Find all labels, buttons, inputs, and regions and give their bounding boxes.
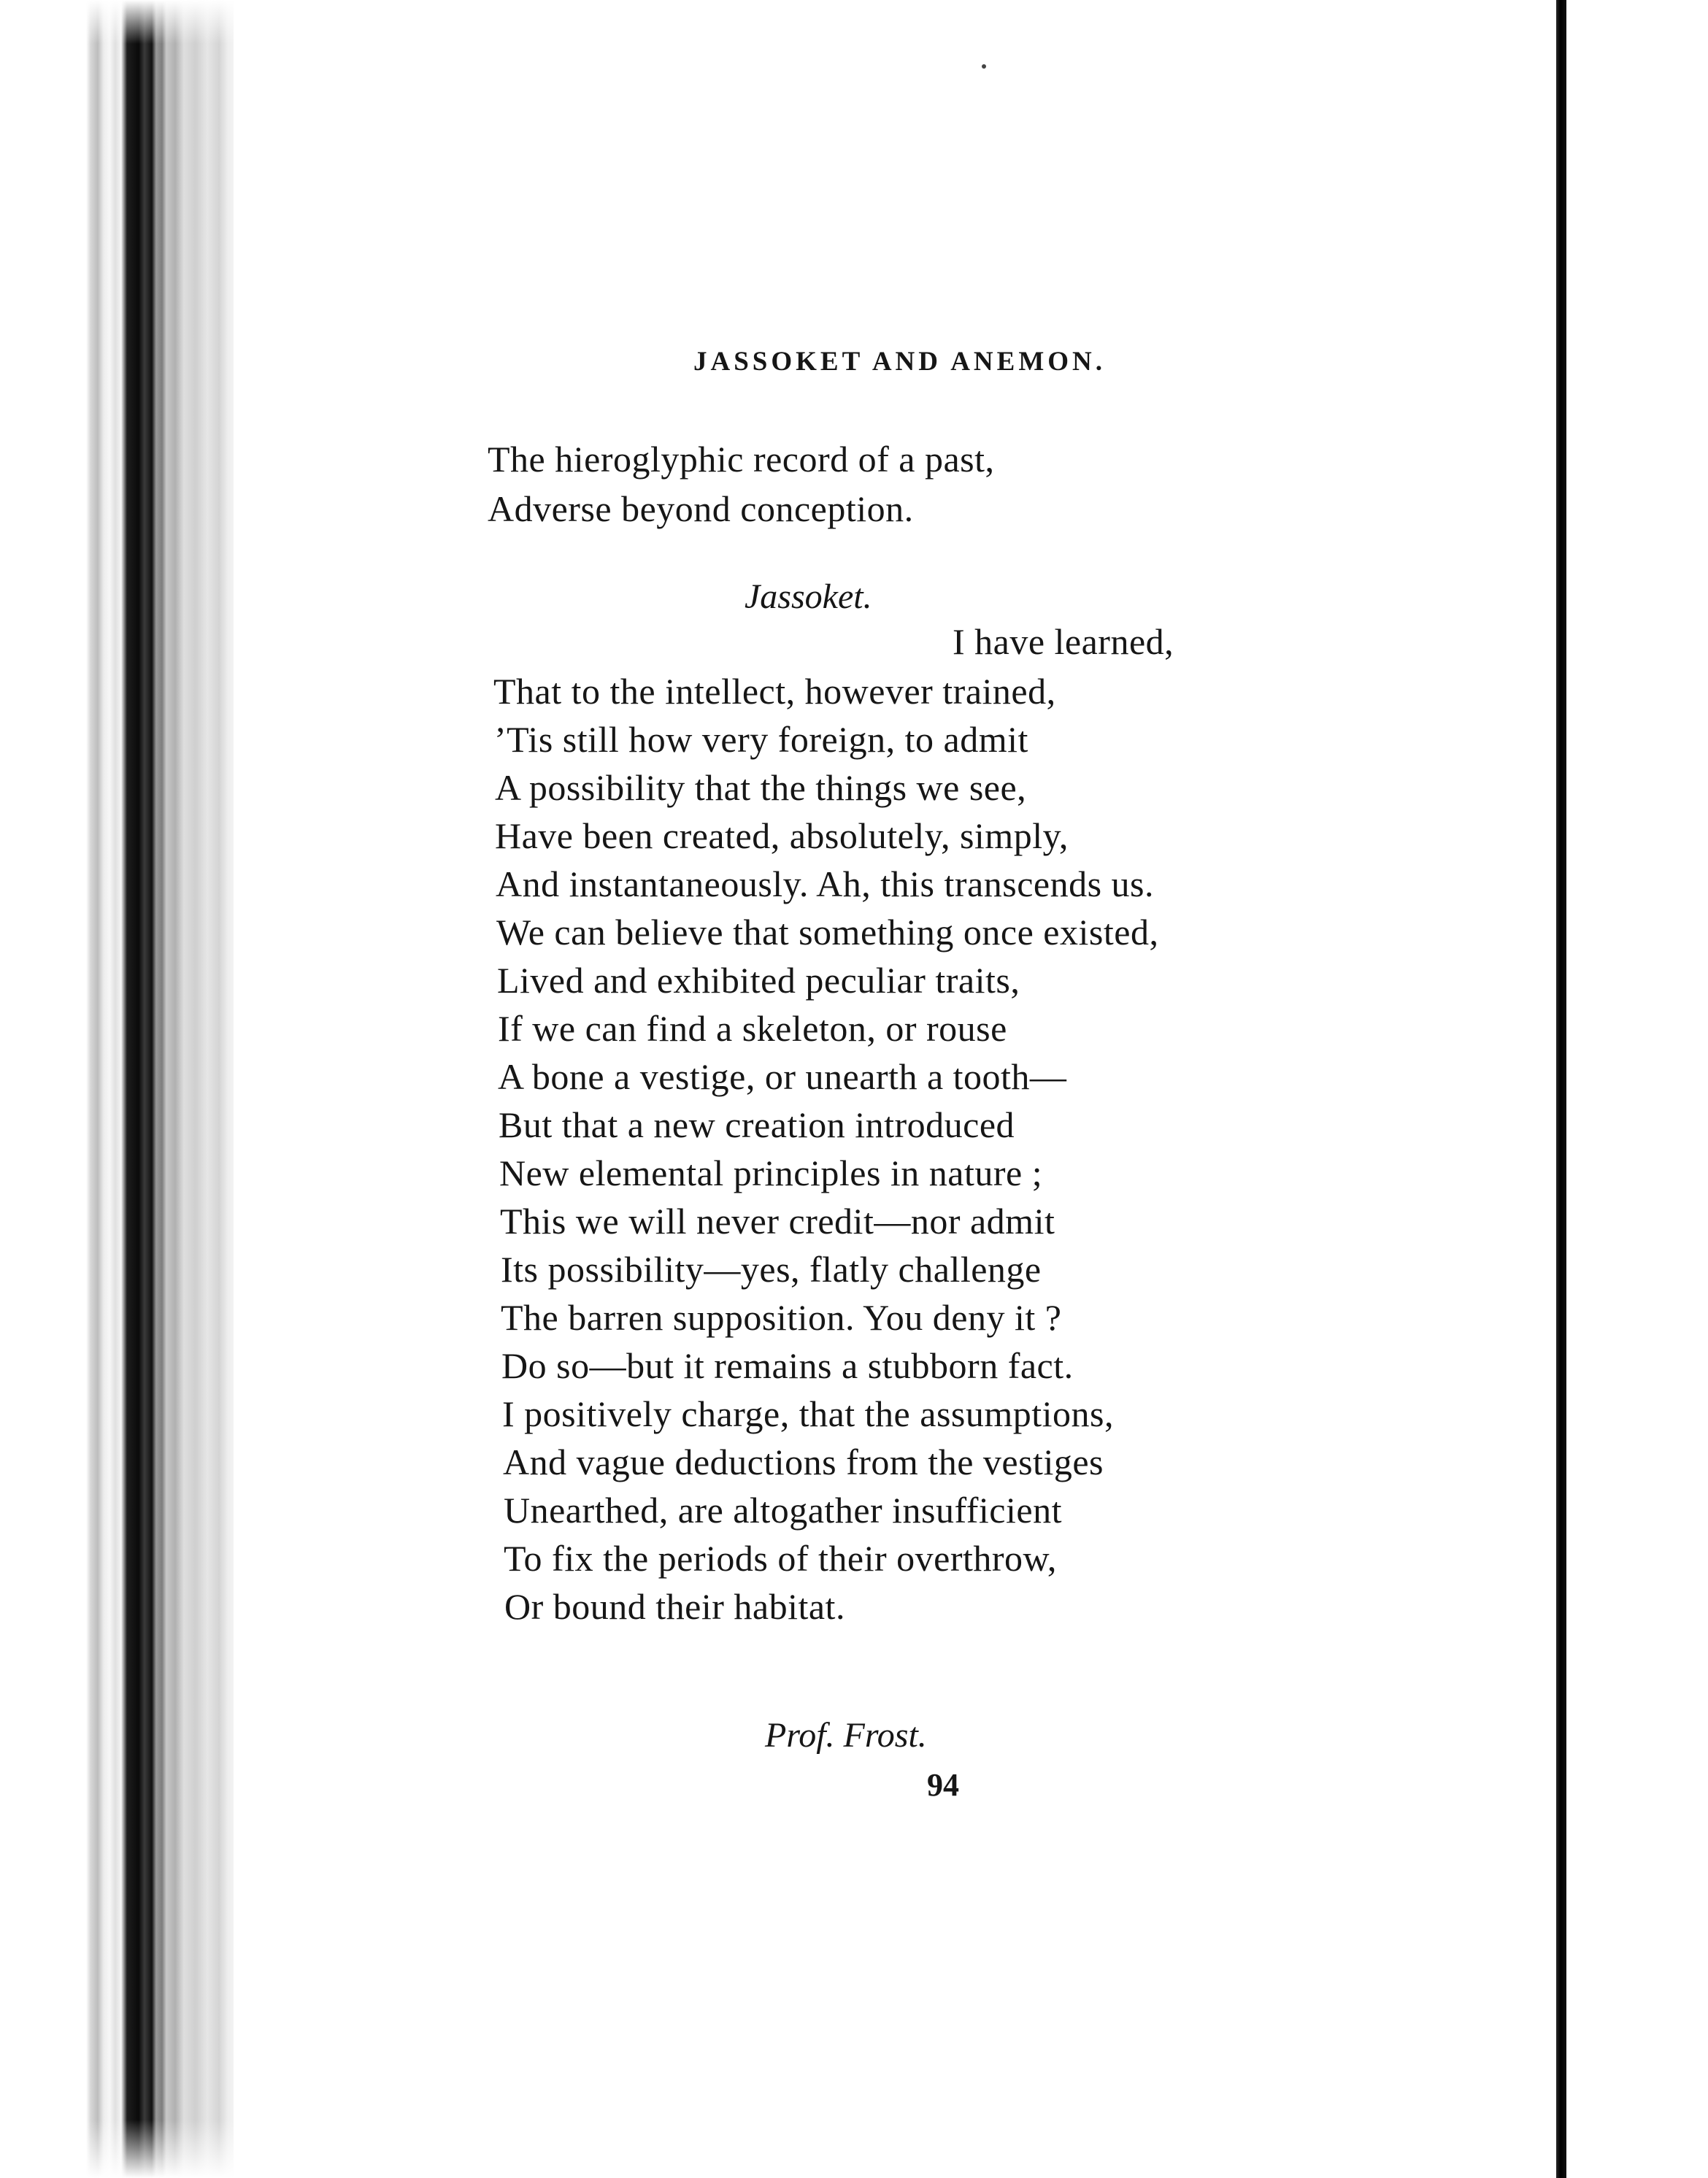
verse-line: Do so—but it remains a stubborn fact.	[501, 1345, 1074, 1386]
verse-line: Or bound their habitat.	[504, 1586, 845, 1627]
verse-line: The hieroglyphic record of a past,	[488, 439, 995, 480]
verse-line: To fix the periods of their overthrow,	[504, 1538, 1057, 1579]
verse-line: New elemental principles in nature ;	[499, 1153, 1043, 1193]
signature: Prof. Frost.	[765, 1716, 927, 1755]
verse-line: Adverse beyond conception.	[488, 488, 914, 529]
verse-line: Unearthed, are altogather insufficient	[504, 1490, 1062, 1531]
verse-line: A possibility that the things we see,	[495, 767, 1027, 808]
verse-line: ’Tis still how very foreign, to admit	[494, 719, 1028, 760]
verse-line: Lived and exhibited peculiar traits,	[497, 960, 1020, 1001]
verse-line: A bone a vestige, or unearth a tooth—	[498, 1056, 1067, 1097]
verse-line: Have been created, absolutely, simply,	[495, 815, 1069, 856]
spine-top-fade	[0, 0, 234, 44]
book-spine-edge	[0, 0, 234, 2178]
verse-line: If we can find a skeleton, or rouse	[498, 1008, 1007, 1049]
verse-line: This we will never credit—nor admit	[500, 1201, 1055, 1242]
verse-line: That to the intellect, however trained,	[493, 671, 1056, 712]
right-margin	[1566, 0, 1708, 2178]
verse-line: Its possibility—yes, flatly challenge	[501, 1249, 1042, 1290]
verse-line: The barren supposition. You deny it ?	[501, 1297, 1062, 1338]
verse-line: We can believe that something once existed,	[496, 912, 1159, 953]
page-number: 94	[927, 1767, 959, 1803]
verse-line: And instantaneously. Ah, this transcends us.	[496, 863, 1155, 904]
spine-bottom-fade	[0, 2120, 234, 2178]
verse-line: But that a new creation introduced	[499, 1104, 1015, 1145]
ink-speck	[982, 64, 986, 69]
verse-line: I have learned,	[953, 621, 1174, 662]
running-head: JASSOKET AND ANEMON.	[693, 347, 1106, 377]
speaker-name: Jassoket.	[745, 577, 872, 616]
verse-line: I positively charge, that the assumptions,	[502, 1393, 1114, 1434]
page-right-edge	[1556, 0, 1566, 2178]
verse-line: And vague deductions from the vestiges	[503, 1442, 1104, 1482]
